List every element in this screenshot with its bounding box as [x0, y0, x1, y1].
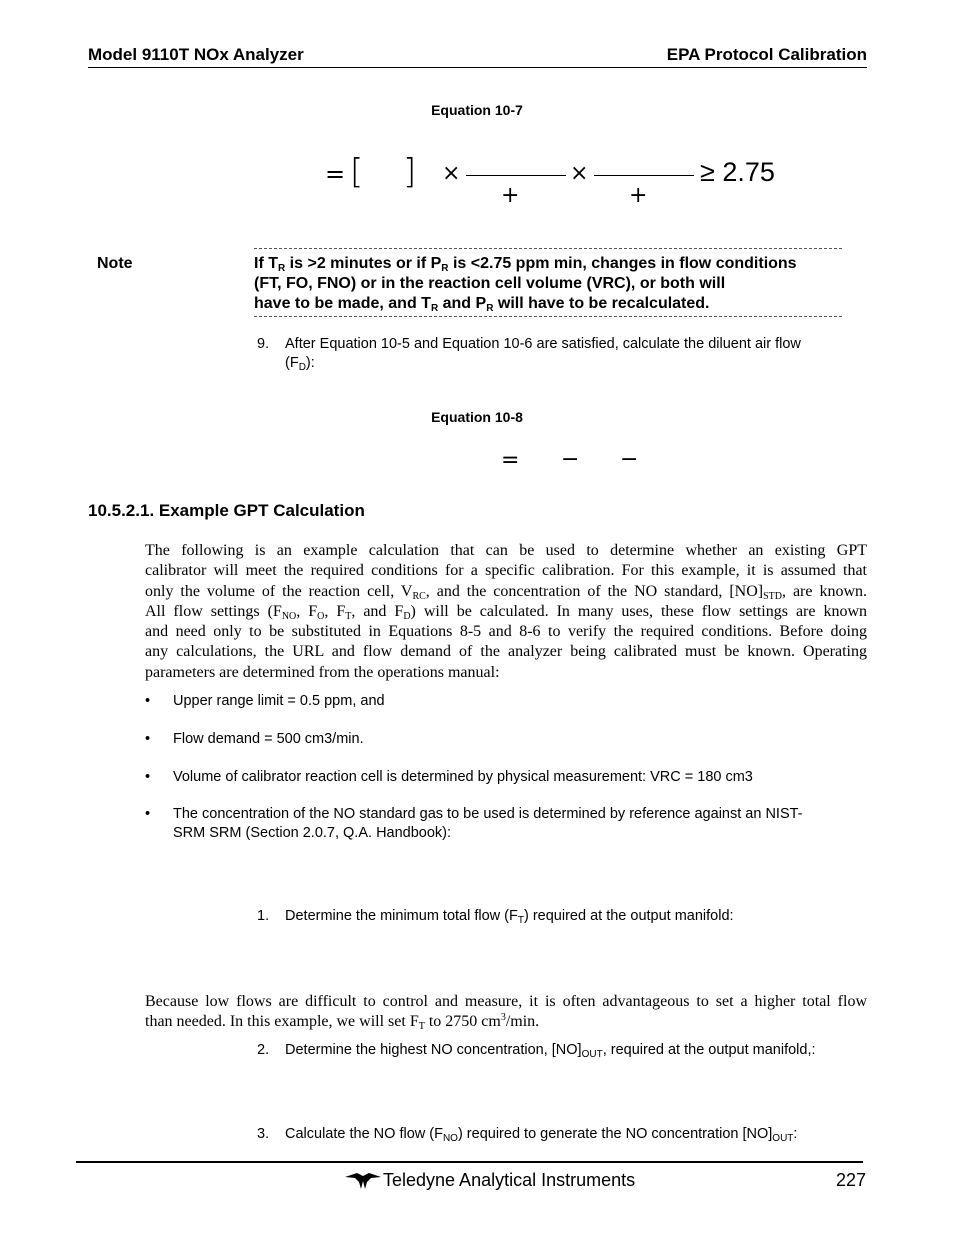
bullet-upper-range: Upper range limit = 0.5 ppm, and — [173, 693, 385, 709]
bullet-no-standard: The concentration of the NO standard gas to be used is determined by reference against an NIST- SRM SRM (Section 2.0.7, Q.A. Handbook): — [173, 806, 803, 841]
step-1-number: 1. — [257, 908, 270, 924]
footer-rule — [76, 1161, 863, 1163]
equation-10-8-label: Equation 10-8 — [431, 409, 523, 425]
footer-company: Teledyne Analytical Instruments — [383, 1170, 636, 1190]
bullet-marker-1: • — [145, 693, 151, 709]
eq7-plus-1: + — [501, 183, 520, 208]
eq7-times-1: × — [442, 161, 461, 186]
note-line-3: have to be made, and $T_R$ and $P_R$ will have to be recalculated. — [254, 295, 710, 314]
equation-10-7-label: Equation 10-7 — [431, 102, 523, 118]
note-text — [254, 254, 854, 314]
note-line-2: (FT, FO, FNO) or in the reaction cell volume (VRC), or both will — [254, 275, 726, 292]
note-label: Note — [97, 255, 133, 272]
eq7-bracket-open: [ — [350, 152, 364, 192]
eq7-plus-2: + — [629, 183, 648, 208]
page-number: 227 — [835, 1170, 866, 1190]
eq8-minus-2: − — [620, 447, 639, 472]
bullet-marker-4: • — [145, 806, 151, 822]
eq8-minus-1: − — [561, 447, 580, 472]
note-top-divider — [254, 248, 842, 249]
eq7-bracket-close: ] — [403, 152, 417, 192]
equation-10-8 — [0, 440, 954, 480]
note-bottom-divider — [254, 316, 842, 317]
equation-10-7 — [0, 0, 954, 240]
step-2-text: Determine the highest NO concentration, $[NO]_{OUT}$, required at the output manifold,: — [285, 1042, 816, 1060]
header-title-left: Model 9110T NOx Analyzer — [88, 45, 304, 64]
step-1-text: Determine the minimum total flow $(F_T)$ required at the output manifold: — [285, 908, 734, 926]
eq7-result: ≥ 2.75 — [700, 157, 775, 187]
bullet-reaction-cell: Volume of calibrator reaction cell is determined by physical measurement: VRC = 180 cm3 — [173, 769, 753, 785]
eq7-equals: = — [325, 160, 346, 188]
section-heading: 10.5.2.1. Example GPT Calculation — [88, 501, 365, 520]
header-title-right: EPA Protocol Calibration — [666, 45, 867, 64]
flow-paragraph: Because low flows are difficult to control and measure, it is often advantageous to set a higher total flow than needed. In this example, we will set $F_T$ to 2750 $cm^3/\min$. — [145, 993, 867, 1033]
teledyne-logo-icon — [345, 1170, 381, 1190]
eq8-equals: = — [501, 448, 520, 473]
bullet-flow-demand: Flow demand = 500 cm3/min. — [173, 731, 364, 747]
example-paragraph: The following is an example calculation that can be used to determine whether an existing GPT calibrator will meet the required conditions for a specific calibration. For this example, it is assumed that only the volume of the reaction cell, $V_{RC}$, and the concentration of the NO standard, $[NO]_{STD}$, are known. All flow settings ($F_{NO}$, $F_O$, $F_T$, and $F_D$) will be calculated. In many uses, these flow settings are known and need only to be substituted in Equations 8-5 and 8-6 to verify the required conditions. Before doing any calculations, the URL and flow demand of the analyzer being calibrated must be known. Operating parameters are determined from the operations manual: — [145, 542, 868, 681]
step-9-text: After Equation 10-5 and Equation 10-6 are satisfied, calculate the diluent air flow $(F_D)$: — [285, 336, 801, 373]
eq7-times-2: × — [570, 161, 589, 186]
step-2-number: 2. — [257, 1042, 270, 1058]
bullet-marker-2: • — [145, 731, 151, 747]
note-line-1: If $T_R$ is >2 minutes or if $P_R$ is <2.75 ppm min, changes in flow conditions — [254, 255, 797, 274]
eq7-fraction-bar-1 — [466, 175, 566, 176]
eq7-fraction-bar-2 — [594, 175, 694, 176]
step-3-text: Calculate the NO flow $(F_{NO})$ required to generate the NO concentration $[NO]_{OUT}$: — [285, 1126, 798, 1144]
step-9-number: 9. — [257, 336, 270, 352]
step-3-number: 3. — [257, 1126, 270, 1142]
bullet-marker-3: • — [145, 769, 151, 785]
